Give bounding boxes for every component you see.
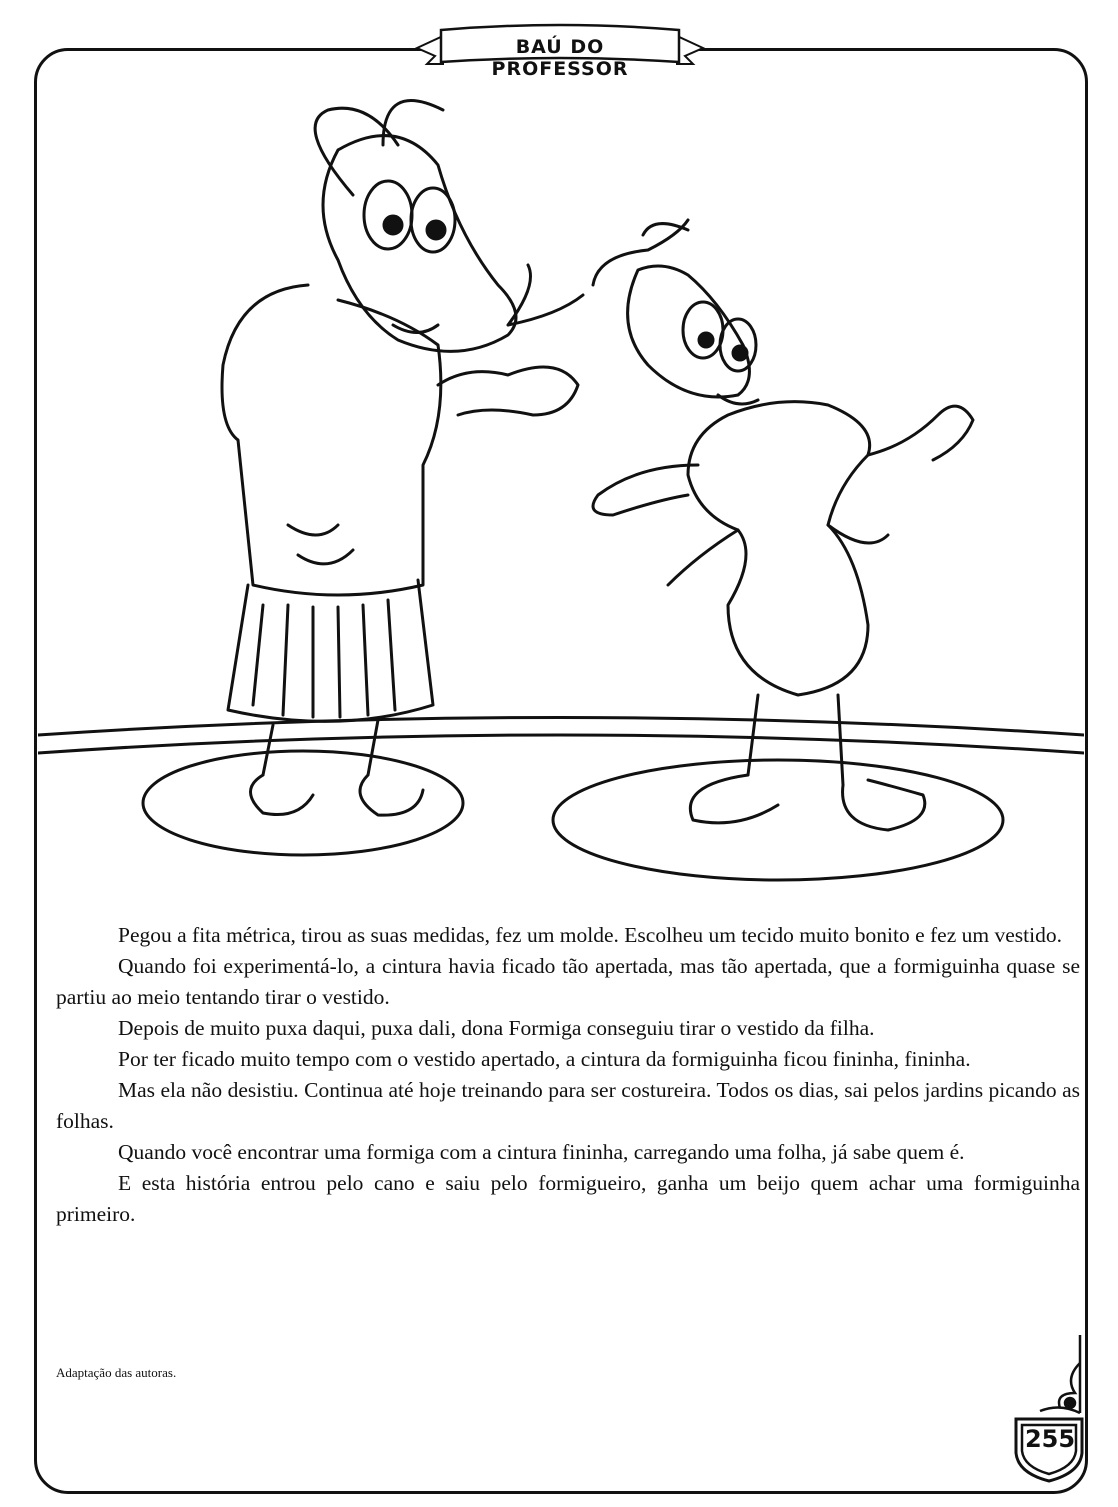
- two-ants-dressmaking-illustration-icon: [38, 85, 1084, 905]
- banner-title: BAÚ DO PROFESSOR: [491, 36, 629, 80]
- story-paragraph: Mas ela não desistiu. Continua até hoje treinando para ser costureira. Todos os dias, sai pelos jardins picando as folhas.: [56, 1078, 1080, 1133]
- story-paragraph: Pegou a fita métrica, tirou as suas medidas, fez um molde. Escolheu um tecido muito bonito e fez um vestido.: [118, 923, 1062, 947]
- story-text: [56, 920, 1080, 1230]
- story-paragraph: Quando você encontrar uma formiga com a cintura fininha, carregando uma folha, já sabe quem é.: [118, 1140, 965, 1164]
- source-credit: Adaptação das autoras.: [56, 1365, 177, 1380]
- story-paragraph: E esta história entrou pelo cano e saiu pelo formigueiro, ganha um beijo quem achar uma formiguinha primeiro.: [56, 1171, 1080, 1226]
- header-banner: [415, 18, 705, 80]
- story-paragraph: Depois de muito puxa daqui, puxa dali, dona Formiga conseguiu tirar o vestido da filha.: [118, 1016, 875, 1040]
- story-paragraph: Por ter ficado muito tempo com o vestido apertado, a cintura da formiguinha ficou fininha, fininha.: [118, 1047, 971, 1071]
- page-number: 255: [1024, 1425, 1076, 1453]
- ornamental-shield-icon: [1010, 1333, 1086, 1483]
- story-paragraph: Quando foi experimentá-lo, a cintura havia ficado tão apertada, mas tão apertada, que a formiguinha quase se partiu ao meio tentando tirar o vestido.: [56, 954, 1080, 1009]
